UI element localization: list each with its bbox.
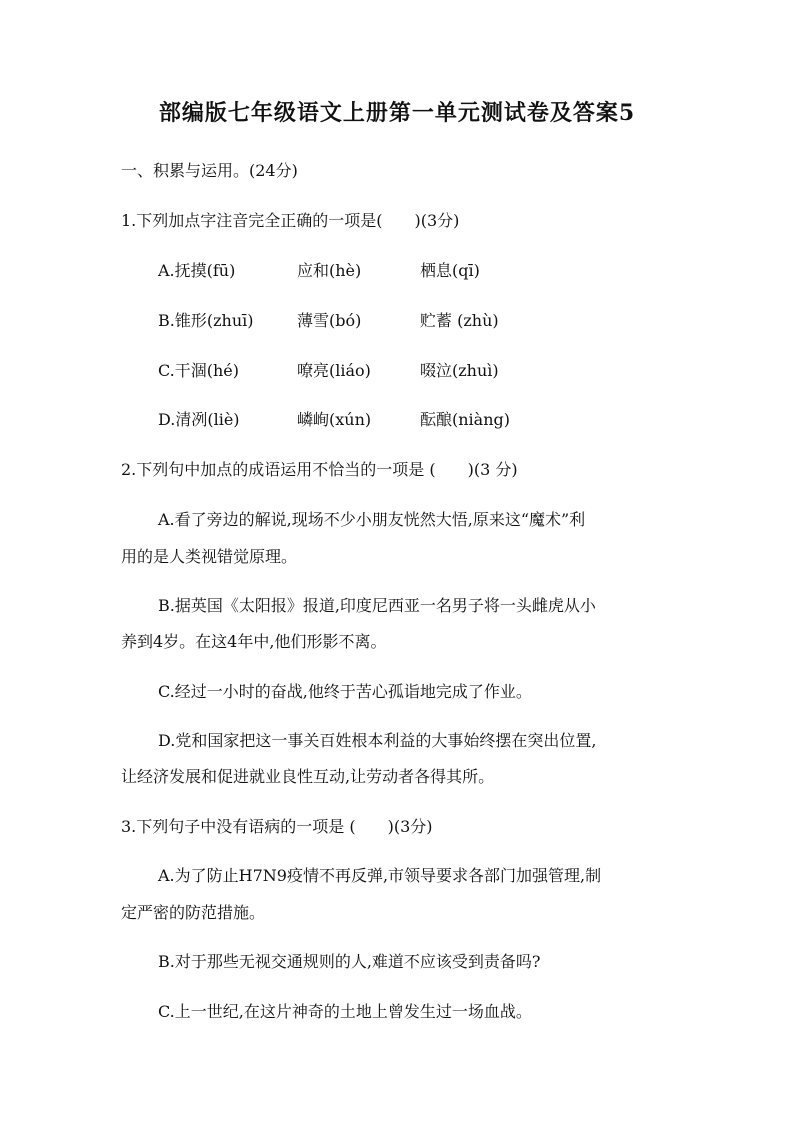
q2-option-a-line-1: A.看了旁边的解说,现场不少小朋友恍然大悟,原来这“魔术”利 [158,510,586,529]
q3-option-a-line-1: A.为了防止H7N9疫情不再反弹,市领导要求各部门加强管理,制 [158,866,602,885]
q1-option-d-word-2: 嶙峋(xún) [297,410,372,429]
page-title: 部编版七年级语文上册第一单元测试卷及答案5 [158,100,636,126]
q3-option-c: C.上一世纪,在这片神奇的土地上曾发生过一场血战。 [158,1002,532,1021]
q1-option-b-word-2: 薄雪(bó) [297,311,362,330]
q1-option-c-word-3: 啜泣(zhuì) [420,361,499,380]
q2-option-a-line-2: 用的是人类视错觉原理。 [121,547,298,566]
section-heading: 一、积累与运用。(24分) [121,161,298,180]
question-1-stem: 1.下列加点字注音完全正确的一项是( )(3分) [121,211,460,230]
q2-option-b-line-1: B.据英国《太阳报》报道,印度尼西亚一名男子将一头雌虎从小 [158,596,596,615]
q1-option-a-word-3: 栖息(qī) [420,261,480,280]
q1-option-c-word-1: C.干涸(hé) [158,361,240,380]
q1-option-d-word-3: 酝酿(niàng) [420,410,510,429]
q1-option-d-word-1: D.清冽(liè) [158,410,240,429]
q1-option-c-word-2: 嘹亮(liáo) [297,361,371,380]
question-2-stem: 2.下列句中加点的成语运用不恰当的一项是 ( )(3 分) [121,460,518,479]
question-3-stem: 3.下列句子中没有语病的一项是 ( )(3分) [121,817,433,836]
q2-option-d-line-1: D.党和国家把这一事关百姓根本利益的大事始终摆在突出位置, [158,731,597,750]
q3-option-a-line-2: 定严密的防范措施。 [121,903,266,922]
q1-option-a-word-2: 应和(hè) [297,261,362,280]
q1-option-b-word-1: B.锥形(zhuī) [158,311,254,330]
q1-option-b-word-3: 贮蓄 (zhù) [420,311,499,330]
q3-option-b: B.对于那些无视交通规则的人,难道不应该受到责备吗? [158,952,541,971]
q2-option-b-line-2: 养到4岁。在这4年中,他们形影不离。 [121,632,387,651]
q1-option-a-word-1: A.抚摸(fū) [158,261,236,280]
q2-option-c: C.经过一小时的奋战,他终于苦心孤诣地完成了作业。 [158,682,532,701]
q2-option-d-line-2: 让经济发展和促进就业良性互动,让劳动者各得其所。 [121,767,495,786]
